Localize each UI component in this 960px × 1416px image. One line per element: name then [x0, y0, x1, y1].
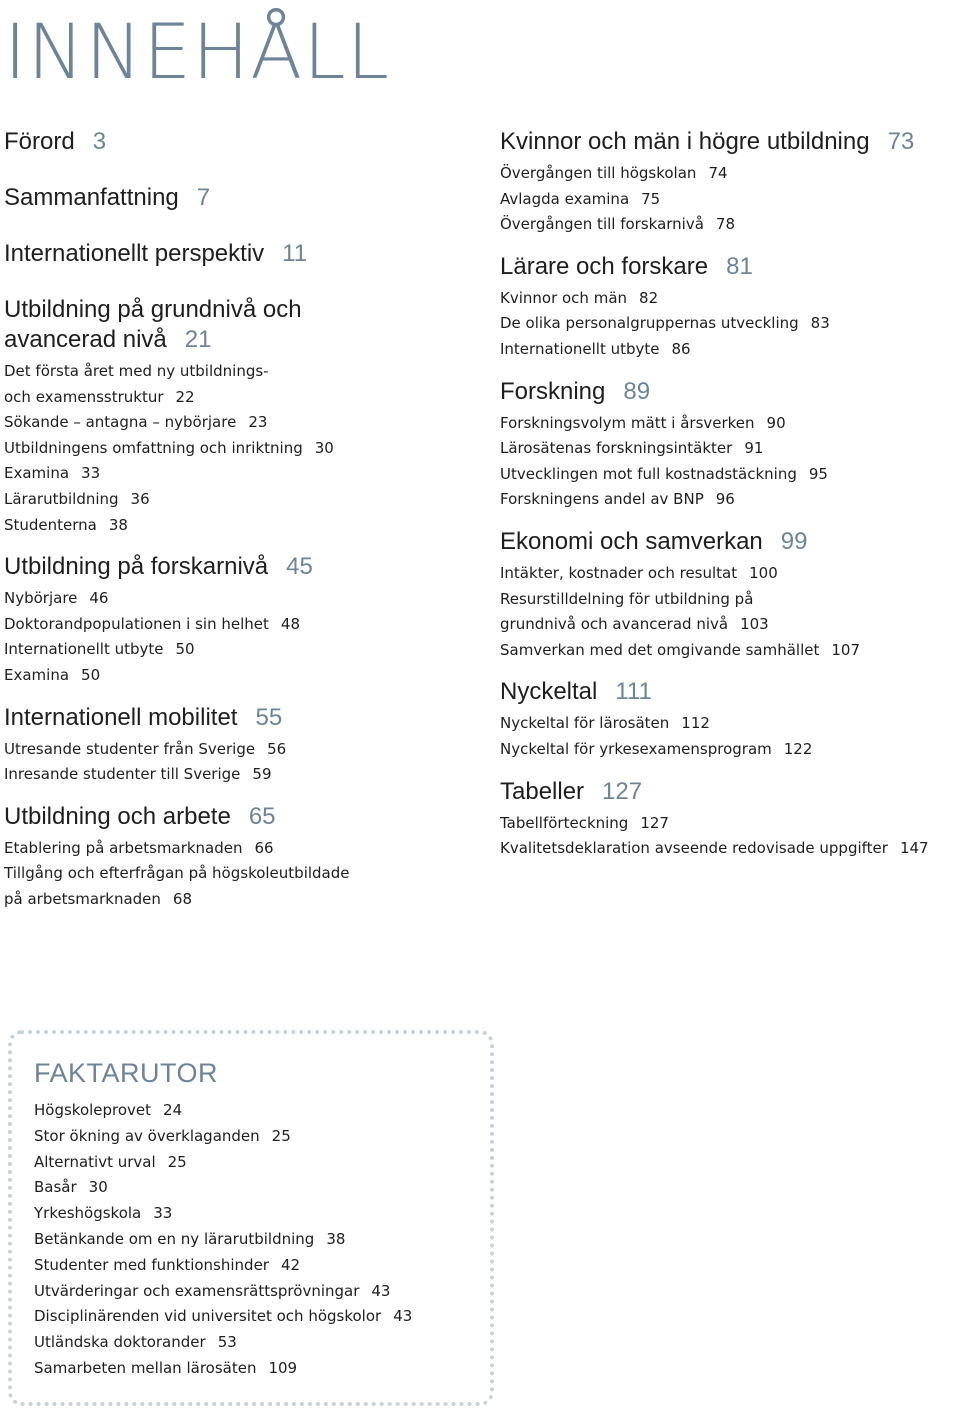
toc-entry[interactable]	[500, 311, 960, 337]
toc-entry[interactable]	[500, 487, 960, 513]
toc-entry-text: grundnivå och avancerad nivå	[500, 615, 729, 634]
faktaruta-entry-page: 43	[371, 1281, 391, 1300]
toc-entry-page: 66	[254, 838, 274, 857]
faktaruta-entry-page: 38	[326, 1229, 346, 1248]
toc-entry[interactable]	[4, 637, 474, 663]
toc-entry-text: Samverkan med det omgivande samhället	[500, 640, 820, 659]
section-heading[interactable]	[500, 377, 960, 407]
toc-entry[interactable]	[4, 861, 474, 912]
toc-entry-text: Forskningsvolym mätt i årsverken	[500, 413, 755, 432]
toc-entry[interactable]	[500, 161, 960, 187]
section-page-number: 3	[92, 128, 107, 155]
toc-entry[interactable]	[500, 711, 960, 737]
section-heading-text: Forskning	[500, 377, 606, 405]
faktaruta-entry[interactable]	[34, 1227, 412, 1253]
section-heading[interactable]	[4, 552, 474, 582]
toc-entry-page: 68	[172, 889, 192, 908]
section-heading[interactable]	[4, 703, 474, 733]
toc-entry[interactable]	[4, 436, 474, 462]
faktaruta-entry[interactable]	[34, 1356, 412, 1382]
section-heading[interactable]	[4, 127, 474, 157]
toc-entry-text: Utbildningens omfattning och inriktning	[4, 438, 303, 457]
section-heading[interactable]	[4, 239, 474, 269]
toc-entry-text: Examina	[4, 665, 70, 684]
toc-entry[interactable]	[500, 561, 960, 587]
toc-entry-text: Studenterna	[4, 515, 97, 534]
toc-entry-text: Etablering på arbetsmarknaden	[4, 838, 243, 857]
toc-section	[4, 239, 474, 269]
toc-entry[interactable]	[500, 286, 960, 312]
section-page-number: 11	[282, 240, 308, 267]
faktarutor-list	[34, 1098, 412, 1382]
section-heading[interactable]	[500, 777, 960, 807]
toc-entry-text: Kvinnor och män	[500, 288, 628, 307]
section-heading-text: Tabeller	[500, 777, 585, 805]
toc-right-column	[500, 127, 960, 862]
faktaruta-entry-page: 30	[88, 1178, 108, 1197]
faktaruta-entry-text: Studenter med funktionshinder	[34, 1255, 269, 1274]
toc-entry[interactable]	[500, 212, 960, 238]
toc-entry-page: 112	[681, 714, 710, 733]
faktaruta-entry-text: Alternativt urval	[34, 1152, 156, 1171]
section-heading[interactable]	[500, 127, 960, 157]
toc-entry[interactable]	[4, 612, 474, 638]
toc-entry[interactable]	[500, 638, 960, 664]
toc-entry-text: Tabellförteckning	[500, 813, 629, 832]
toc-entry[interactable]	[500, 737, 960, 763]
section-heading[interactable]	[4, 183, 474, 213]
section-heading-text: Sammanfattning	[4, 184, 179, 211]
section-heading-text: Utbildning på forskarnivå	[4, 553, 269, 581]
toc-entry[interactable]	[4, 737, 474, 763]
faktarutor-box	[8, 1030, 494, 1406]
toc-section	[4, 802, 474, 913]
faktaruta-entry-text: Samarbeten mellan lärosäten	[34, 1358, 257, 1377]
toc-entry-text: Nyckeltal för lärosäten	[500, 714, 670, 733]
section-page-number: 127	[602, 777, 643, 805]
toc-entry-text: Utvecklingen mot full kostnadstäckning	[500, 464, 797, 483]
toc-entry[interactable]	[500, 587, 960, 638]
toc-entry-text: Resurstilldelning för utbildning på	[500, 589, 754, 608]
toc-entry-page: 36	[130, 489, 150, 508]
toc-section	[4, 552, 474, 688]
toc-entry-page: 127	[640, 813, 669, 832]
toc-section	[4, 295, 474, 538]
toc-entry[interactable]	[4, 410, 474, 436]
section-heading[interactable]	[500, 677, 960, 707]
toc-entry-page: 74	[708, 164, 728, 182]
toc-entry-page: 59	[252, 765, 272, 784]
faktaruta-entry-text: Utvärderingar och examensrättsprövningar	[34, 1281, 360, 1300]
section-page-number: 89	[623, 377, 651, 405]
toc-entry-text: Nybörjare	[4, 589, 78, 608]
toc-entry[interactable]	[4, 461, 474, 487]
toc-entry-text: Övergången till forskarnivå	[500, 215, 704, 234]
faktaruta-entry[interactable]	[34, 1175, 412, 1201]
faktaruta-entry-page: 53	[217, 1333, 237, 1352]
faktaruta-entry-page: 42	[280, 1255, 301, 1274]
toc-entry-text: Doktorandpopulationen i sin helhet	[4, 614, 269, 633]
faktarutor-title: FAKTARUTOR	[34, 1058, 219, 1088]
toc-entry[interactable]	[500, 411, 960, 437]
section-heading-text: Nyckeltal	[500, 678, 598, 706]
toc-entry[interactable]	[500, 436, 960, 462]
faktaruta-entry-text: Betänkande om en ny lärarutbildning	[34, 1229, 315, 1248]
page-title: INNEHÅLL	[4, 7, 390, 96]
section-page-number: 7	[196, 184, 211, 211]
faktaruta-entry-page: 25	[167, 1152, 187, 1171]
toc-entry-text: Lärarutbildning	[4, 489, 119, 508]
toc-entry[interactable]	[4, 762, 474, 788]
toc-entry-page: 103	[740, 615, 769, 634]
faktaruta-entry[interactable]	[34, 1253, 412, 1279]
faktaruta-entry[interactable]	[34, 1201, 412, 1227]
section-heading-text: Internationell mobilitet	[4, 703, 238, 731]
section-page-number: 99	[780, 527, 808, 555]
toc-entry-page: 50	[175, 640, 195, 659]
section-page-number: 65	[248, 802, 276, 830]
toc-entry-page: 100	[749, 563, 778, 582]
section-heading-text: Lärare och forskare	[500, 252, 709, 280]
section-heading-text: Förord	[4, 128, 75, 155]
toc-entry-page: 90	[766, 413, 786, 432]
toc-entry-page: 122	[783, 739, 813, 758]
section-page-number: 81	[726, 252, 753, 280]
toc-entry[interactable]	[500, 462, 960, 488]
faktaruta-entry-text: Utländska doktorander	[34, 1333, 206, 1352]
toc-entry-text: och examensstruktur	[4, 387, 164, 406]
toc-entry-text: Internationellt utbyte	[4, 640, 164, 659]
toc-entry-text: Inresande studenter till Sverige	[4, 765, 241, 784]
toc-entry-text: Intäkter, kostnader och resultat	[500, 563, 738, 582]
toc-entry-page: 46	[89, 589, 109, 608]
toc-entry-text: Det första året med ny utbildnings-	[4, 362, 269, 380]
section-heading-text: Utbildning och arbete	[4, 802, 231, 830]
section-heading-text: avancerad nivå	[4, 326, 167, 353]
toc-entry-page: 23	[248, 413, 268, 432]
toc-entry-page: 30	[314, 438, 334, 457]
toc-entry[interactable]	[4, 836, 474, 862]
faktaruta-entry[interactable]	[34, 1124, 412, 1150]
toc-section	[500, 127, 960, 238]
toc-entry-page: 107	[831, 640, 860, 659]
toc-entry-text: Kvalitetsdeklaration avseende redovisade uppgifter	[500, 839, 888, 858]
toc-section	[500, 377, 960, 513]
toc-section	[500, 527, 960, 663]
faktaruta-entry[interactable]	[34, 1098, 412, 1124]
section-page-number: 21	[184, 326, 212, 353]
toc-entry-text: Sökande – antagna – nybörjare	[4, 413, 237, 432]
toc-section	[500, 252, 960, 363]
toc-entry-page: 83	[810, 314, 830, 333]
toc-entry[interactable]	[4, 359, 474, 410]
faktaruta-entry-page: 33	[153, 1204, 173, 1223]
faktaruta-entry-text: Basår	[34, 1178, 77, 1197]
toc-entry[interactable]	[500, 811, 960, 837]
faktaruta-entry-text: Stor ökning av överklaganden	[34, 1126, 260, 1145]
faktaruta-entry-page: 25	[271, 1126, 291, 1145]
toc-section	[500, 677, 960, 762]
toc-entry[interactable]	[4, 513, 474, 539]
faktaruta-entry-text: Yrkeshögskola	[34, 1204, 142, 1223]
toc-entry-page: 82	[639, 288, 659, 307]
toc-entry[interactable]	[500, 337, 960, 363]
toc-entry[interactable]	[4, 586, 474, 612]
toc-entry[interactable]	[500, 836, 960, 862]
toc-entry-page: 91	[744, 439, 764, 458]
faktaruta-entry-page: 43	[393, 1307, 413, 1326]
toc-entry-text: Utresande studenter från Sverige	[4, 739, 256, 758]
faktaruta-entry-text: Disciplinärenden vid universitet och högskolor	[34, 1307, 382, 1326]
faktaruta-entry-page: 109	[268, 1358, 298, 1377]
toc-entry-page: 95	[808, 464, 828, 483]
section-heading[interactable]	[4, 802, 474, 832]
toc-entry-page: 22	[175, 387, 195, 406]
toc-section	[500, 777, 960, 862]
toc-entry-text: Nyckeltal för yrkesexamensprogram	[500, 739, 772, 758]
toc-entry[interactable]	[4, 663, 474, 689]
toc-entry-page: 86	[671, 339, 691, 358]
section-heading-text: Utbildning på grundnivå och	[4, 296, 302, 323]
faktaruta-entry[interactable]	[34, 1330, 412, 1356]
toc-entry-page: 48	[280, 614, 300, 633]
section-heading-text: Ekonomi och samverkan	[500, 527, 763, 555]
toc-entry-text: Övergången till högskolan	[500, 164, 697, 182]
faktaruta-entry-page: 24	[163, 1101, 183, 1119]
faktaruta-entry[interactable]	[34, 1279, 412, 1305]
toc-section	[4, 127, 474, 157]
faktaruta-entry[interactable]	[34, 1304, 412, 1330]
faktaruta-entry-text: Högskoleprovet	[34, 1101, 152, 1119]
toc-left-column	[4, 127, 474, 913]
section-page-number: 73	[887, 128, 915, 155]
section-heading[interactable]	[500, 252, 960, 282]
toc-entry-text: Examina	[4, 464, 70, 483]
toc-entry-page: 78	[715, 215, 736, 234]
toc-entry-text: De olika personalgruppernas utveckling	[500, 314, 799, 333]
toc-entry-page: 38	[108, 515, 128, 534]
toc-entry-page: 75	[641, 189, 661, 208]
toc-entry-page: 50	[81, 665, 101, 684]
section-page-number: 111	[615, 678, 652, 706]
section-heading-text: Internationellt perspektiv	[4, 240, 265, 267]
toc-entry-text: Forskningens andel av BNP	[500, 490, 704, 509]
faktaruta-entry[interactable]	[34, 1150, 412, 1176]
section-heading-text: Kvinnor och män i högre utbildning	[500, 128, 870, 155]
toc-entry-text: Lärosätenas forskningsintäkter	[500, 439, 733, 458]
toc-entry[interactable]	[500, 187, 960, 213]
toc-entry[interactable]	[4, 487, 474, 513]
toc-entry-text: Tillgång och efterfrågan på högskoleutbildade	[4, 864, 350, 883]
section-heading[interactable]	[500, 527, 960, 557]
toc-entry-text: på arbetsmarknaden	[4, 889, 161, 908]
toc-entry-text: Avlagda examina	[500, 189, 630, 208]
section-page-number: 55	[255, 703, 283, 731]
section-heading[interactable]	[4, 295, 474, 355]
toc-entry-text: Internationellt utbyte	[500, 339, 660, 358]
toc-entry-page: 56	[267, 739, 287, 758]
toc-entry-page: 96	[715, 490, 735, 509]
section-page-number: 45	[286, 553, 313, 581]
toc-entry-page: 147	[899, 839, 929, 858]
toc-section	[4, 183, 474, 213]
toc-entry-page: 33	[81, 464, 101, 483]
toc-section	[4, 703, 474, 788]
